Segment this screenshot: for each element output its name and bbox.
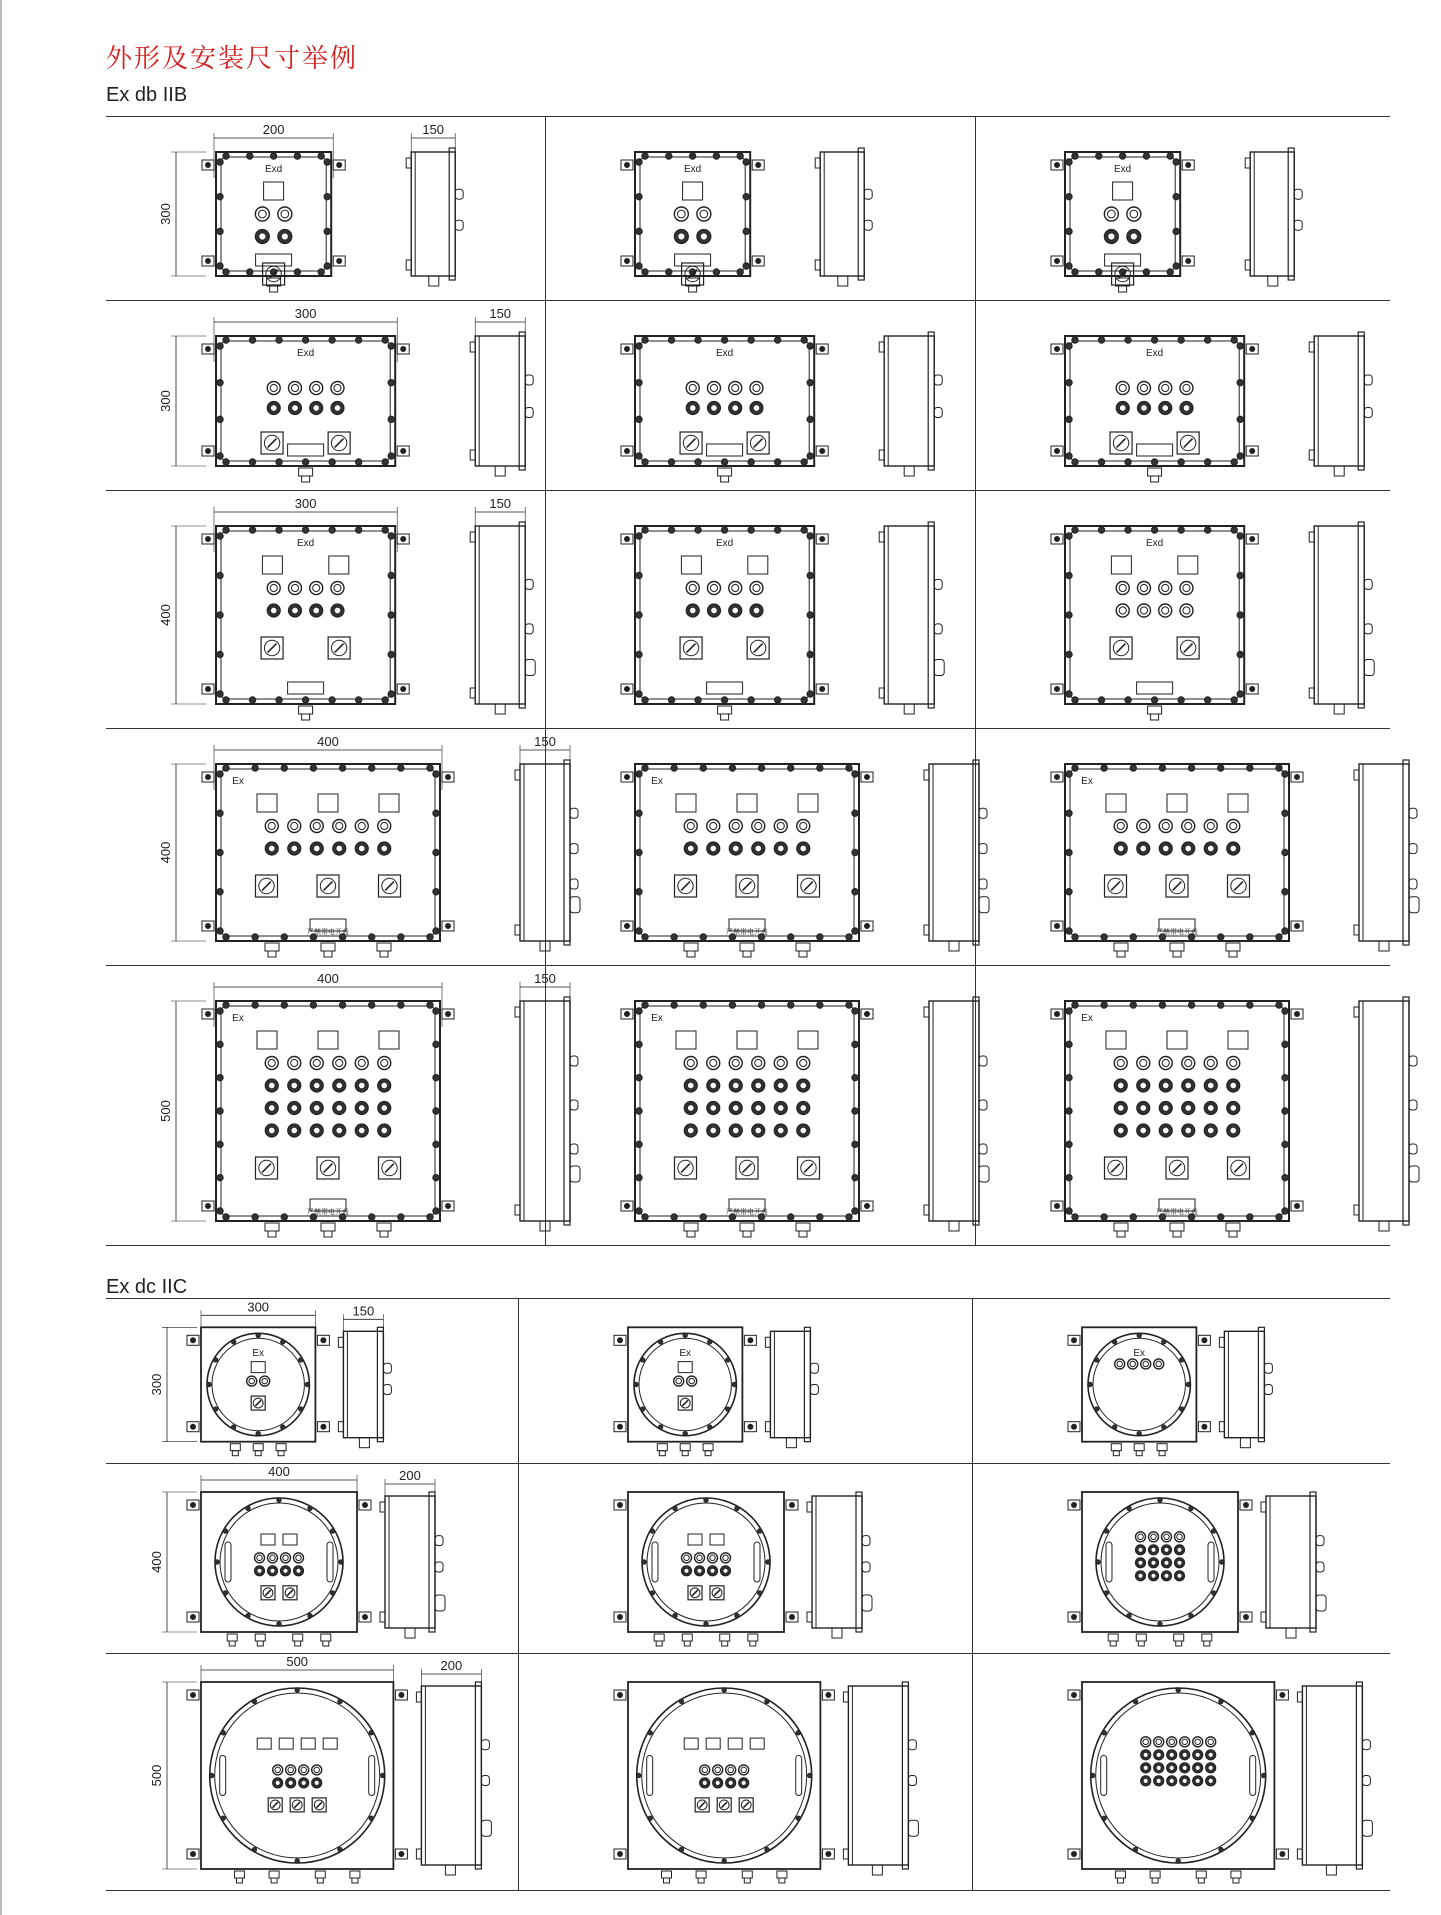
- enclosure-mark: Ex: [1133, 1347, 1146, 1359]
- drawing-cell-exdc-r2-col-a: [106, 1463, 518, 1653]
- enclosure-mark: Exd: [296, 538, 315, 549]
- drawing-cell-exdc-r1-col-b: [518, 1298, 972, 1463]
- enclosure-mark: Exd: [1145, 538, 1164, 549]
- drawing-cell-exdb-r2-col-b: [545, 300, 975, 490]
- warning-label: 严禁带电开盖: [307, 928, 349, 936]
- dim-width: 500: [286, 1654, 309, 1669]
- dim-height: 400: [158, 841, 173, 864]
- dim-height: 400: [149, 1551, 164, 1573]
- enclosure-mark: Ex: [651, 776, 663, 787]
- drawing-cell-exdc-r1-col-c: [972, 1298, 1390, 1463]
- dim-width: 400: [268, 1464, 290, 1479]
- drawing-cell-exdc-r3-col-c: [972, 1653, 1390, 1890]
- enclosure-mark: Ex: [232, 1013, 244, 1024]
- drawing-cell-exdc-r2-col-b: [518, 1463, 972, 1653]
- enclosure-mark: Exd: [715, 538, 734, 549]
- dim-depth: 150: [489, 306, 512, 321]
- drawing-cell-exdc-r3-col-a: [106, 1653, 518, 1890]
- dim-depth: 150: [534, 734, 556, 749]
- dim-width: 200: [262, 122, 285, 137]
- dim-height: 300: [158, 390, 173, 412]
- dim-height: 300: [149, 1373, 164, 1396]
- enclosure-mark: Exd: [715, 348, 734, 359]
- drawing-cell-exdb-r5-col-c: [975, 965, 1390, 1245]
- drawing-cell-exdc-r2-col-c: [972, 1463, 1390, 1653]
- drawing-cell-exdb-r2-col-c: [975, 300, 1390, 490]
- enclosure-mark: Ex: [1081, 776, 1093, 787]
- grid-hline-2-3: [106, 1890, 1390, 1891]
- dim-height: 400: [158, 604, 173, 626]
- dim-height: 500: [158, 1100, 173, 1122]
- page-left-border: [0, 0, 2, 1915]
- drawing-cell-exdb-r3-col-c: [975, 490, 1390, 728]
- enclosure-mark: Exd: [683, 164, 702, 175]
- dim-depth: 200: [440, 1658, 463, 1673]
- enclosure-mark: Ex: [232, 776, 244, 787]
- drawing-cell-exdc-r1-col-a: [106, 1298, 518, 1463]
- drawing-cell-exdb-r5-col-b: [545, 965, 975, 1245]
- enclosure-mark: Exd: [1113, 164, 1132, 175]
- dim-width: 300: [294, 306, 317, 321]
- dim-depth: 150: [352, 1303, 375, 1319]
- warning-label: 严禁带电开盖: [1156, 1208, 1198, 1216]
- drawing-cell-exdb-r4-col-a: [106, 728, 556, 965]
- section-label-exdb: Ex db IIB: [106, 84, 188, 106]
- drawing-cell-exdb-r5-col-a: [106, 965, 556, 1245]
- drawing-cell-exdb-r1-col-c: [975, 116, 1390, 300]
- dim-width: 300: [294, 496, 317, 511]
- dim-depth: 150: [422, 122, 445, 137]
- drawing-cell-exdb-r1-col-b: [545, 116, 975, 300]
- enclosure-mark: Ex: [1081, 1013, 1093, 1024]
- page-title: 外形及安装尺寸举例: [106, 44, 359, 74]
- warning-label: 严禁带电开盖: [307, 1208, 349, 1216]
- warning-label: 严禁带电开盖: [726, 928, 768, 936]
- section-label-exdc: Ex dc IIC: [106, 1276, 188, 1298]
- enclosure-mark: Exd: [296, 348, 315, 359]
- drawing-cell-exdc-r3-col-b: [518, 1653, 972, 1890]
- dim-width: 400: [317, 971, 339, 986]
- dim-width: 400: [317, 734, 339, 749]
- grid-hline-1-5: [106, 1245, 1390, 1246]
- enclosure-mark: Ex: [651, 1013, 663, 1024]
- drawing-cell-exdb-r2-col-a: [106, 300, 545, 490]
- dim-width: 300: [247, 1299, 270, 1315]
- enclosure-mark: Ex: [679, 1347, 692, 1359]
- drawing-cell-exdb-r3-col-b: [545, 490, 975, 728]
- dim-depth: 200: [399, 1468, 421, 1483]
- drawing-cell-exdb-r4-col-b: [545, 728, 975, 965]
- enclosure-mark: Ex: [252, 1347, 265, 1359]
- dim-height: 500: [149, 1764, 164, 1787]
- warning-label: 严禁带电开盖: [726, 1208, 768, 1216]
- warning-label: 严禁带电开盖: [1156, 928, 1198, 936]
- drawing-cell-exdb-r4-col-c: [975, 728, 1390, 965]
- enclosure-mark: Exd: [264, 164, 283, 175]
- drawing-cell-exdb-r1-col-a: [106, 116, 545, 300]
- dim-depth: 150: [489, 496, 512, 511]
- drawing-cell-exdb-r3-col-a: [106, 490, 545, 728]
- enclosure-mark: Exd: [1145, 348, 1164, 359]
- dim-height: 300: [158, 203, 173, 225]
- dim-depth: 150: [534, 971, 556, 986]
